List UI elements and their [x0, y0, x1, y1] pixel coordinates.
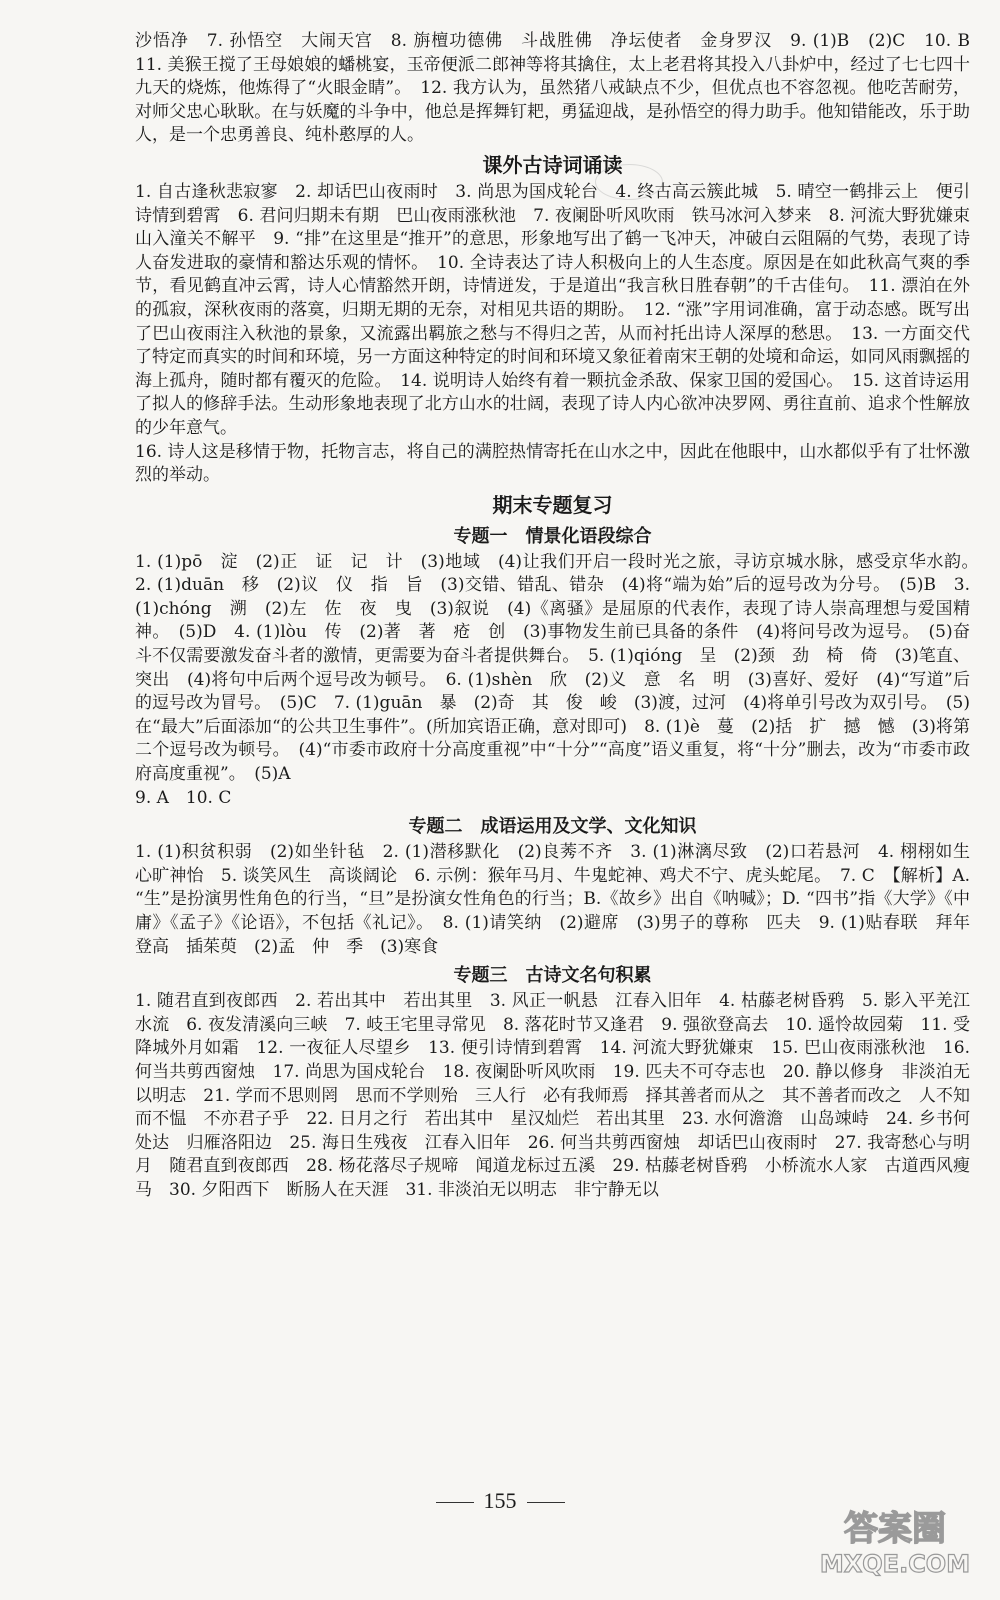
- answer-paragraph: 1. 自古逢秋悲寂寥 2. 却话巴山夜雨时 3. 尚思为国戍轮台 4. 终古高云簇此城 5. 晴空一鹤排云上 便引诗情到碧霄 6. 君问归期未有期 巴山夜雨涨秋池 7. 夜阑卧听风吹雨 铁马冰河入梦来 8. 河流大野犹嫌束 山入潼关不解平 9. “排”在这里是“推开”的意思，形象地写出了鹤一飞冲天，冲破白云阻隔的气势，表现了诗人奋发进取的豪情和豁达乐观的情怀。 10. 全诗表达了诗人积极向上的人生态度。原因是在如此秋高气爽的季节，看见鹤直冲云霄，诗人心情豁然开朗，诗情迸发，于是道出“我言秋日胜春朝”的千古佳句。 11. 漂泊在外的孤寂，深秋夜雨的落寞，归期无期的无奈，对相见共语的期盼。 12. “涨”字用词准确，富于动态感。既写出了巴山夜雨注入秋池的景象，又流露出羁旅之愁与不得归之苦，从而衬托出诗人深厚的愁思。 13. 一方面交代了特定而真实的时间和环境，另一方面这种特定的时间和环境又象征着南宋王朝的处境和命运，如同风雨飘摇的海上孤舟，随时都有覆灭的危险。 14. 说明诗人始终有着一颗抗金杀敌、保家卫国的爱国心。 15. 这首诗运用了拟人的修辞手法。生动形象地表现了北方山水的壮阔，表现了诗人内心欲冲决罗网、勇往直前、追求个性解放的少年意气。: [135, 181, 987, 438]
- watermark-title: 答案圈: [844, 1509, 946, 1549]
- dash-right: [527, 1502, 565, 1503]
- answer-paragraph: 1. 随君直到夜郎西 2. 若出其中 若出其里 3. 风正一帆悬 江春入旧年 4. 枯藤老树昏鸦 5. 影入平羌江水流 6. 夜发清溪向三峡 7. 岐王宅里寻常见 8. 落花时节又逢君 9. 强欲登高去 10. 遥怜故园菊 11. 受降城外月如霜 12. 一夜征人尽望乡 13. 便引诗情到碧霄 14. 河流大野犹嫌束 15. 巴山夜雨涨秋池 16. 何当共剪西窗烛 17. 尚思为国戍轮台 18. 夜阑卧听风吹雨 19. 匹夫不可夺志也 20. 静以修身 非淡泊无以明志 21. 学而不思则罔 思而不学则殆 三人行 必有我师焉 择其善者而从之 其不善者而改之 人不知而不愠 不亦君子乎 22. 日月之行 若出其中 星汉灿烂 若出其里 23. 水何澹澹 山岛竦峙 24. 乡书何处达 归雁洛阳边 25. 海日生残夜 江春入旧年 26. 何当共剪西窗烛 却话巴山夜雨时 27. 我寄愁心与明月 随君直到夜郎西 28. 杨花落尽子规啼 闻道龙标过五溪 29. 枯藤老树昏鸦 小桥流水人家 古道西风瘦马 30. 夕阳西下 断肠人在天涯 31. 非淡泊无以明志 非宁静无以: [135, 991, 970, 1200]
- watermark-logo: [810, 1502, 980, 1582]
- section-heading: 课外古诗词诵读: [482, 152, 623, 177]
- answer-paragraph: 沙悟净 7. 孙悟空 大闹天宫 8. 旃檀功德佛 斗战胜佛 净坛使者 金身罗汉 9. (1)B (2)C 10. B 11. 美猴王搅了王母娘娘的蟠桃宴，玉帝便派二郎神等将其擒住，太上老君将其投入八卦炉中，经过了七七四十九天的烧炼，他炼得了“火眼金睛”。 12. 我方认为，虽然猪八戒缺点不少，但优点也不容忽视。他吃苦耐劳，对师父忠心耿耿。在与妖魔的斗争中，他总是挥舞钉耙，勇猛迎战，是孙悟空的得力助手。他知错能改，乐于助人，是一个忠勇善良、纯朴憨厚的人。: [135, 31, 987, 146]
- topic-heading: 专题一 情景化语段综合: [453, 525, 652, 547]
- answer-paragraph: 9. A 10. C: [135, 787, 232, 808]
- answer-page-body: [135, 30, 987, 1203]
- watermark-url: MXQE.COM: [819, 1550, 971, 1578]
- section-heading: 期末专题复习: [492, 492, 613, 517]
- answer-paragraph: 1. (1)积贫积弱 (2)如坐针毡 2. (1)潜移默化 (2)良莠不齐 3. (1)淋漓尽致 (2)口若悬河 4. 栩栩如生 心旷神怡 5. 谈笑风生 高谈阔论 6. 示例：猴年马月、牛鬼蛇神、鸡犬不宁、虎头蛇尾。 7. C 【解析】A. “生”是扮演男性角色的行当，“旦”是扮演女性角色的行当；B.《故乡》出自《呐喊》；D. “四书”指《大学》《中庸》《孟子》《论语》，不包括《礼记》。 8. (1)请笑纳 (2)避席 (3)男子的尊称 匹夫 9. (1)贴春联 拜年 登高 插茱萸 (2)孟 仲 季 (3)寒食: [135, 842, 987, 957]
- answer-paragraph: 1. (1)pō 淀 (2)正 证 记 计 (3)地域 (4)让我们开启一段时光之旅，寻访京城水脉，感受京华水韵。 2. (1)duān 移 (2)议 仪 指 旨 (3)交错、错乱、错杂 (4)将“端为始”后的逗号改为分号。 (5)B 3. (1)chóng 溯 (2)左 佐 夜 曳 (3)叙说 (4)《离骚》是屈原的代表作，表现了诗人崇高理想与爱国精神。 (5)D 4. (1)lòu 传 (2)著 著 疮 创 (3)事物发生前已具备的条件 (4)将问号改为逗号。 (5)奋斗不仅需要激发奋斗者的激情，更需要为奋斗者提供舞台。 5. (1)qióng 呈 (2)颈 劲 椅 倚 (3)笔直、突出 (4)将句中后两个逗号改为顿号。 6. (1)shèn 欣 (2)义 意 名 明 (3)喜好、爱好 (4)“写道”后的逗号改为冒号。 (5)C 7. (1)guān 暴 (2)奇 其 俊 峻 (3)渡，过河 (4)将单引号改为双引号。 (5)在“最大”后面添加“的公共卫生事件”。(所加宾语正确，意对即可) 8. (1)è 蔓 (2)括 扩 撼 憾 (3)将第二个逗号改为顿号。 (4)“市委市政府十分高度重视”中“十分”“高度”语义重复，将“十分”删去，改为“市委市政府高度重视”。 (5)A: [135, 551, 987, 785]
- dash-left: [436, 1502, 474, 1503]
- page-number-text: 155: [483, 1488, 517, 1513]
- topic-heading: 专题三 古诗文名句积累: [453, 965, 652, 987]
- topic-heading: 专题二 成语运用及文学、文化知识: [408, 816, 697, 838]
- answer-paragraph: 16. 诗人这是移情于物，托物言志，将自己的满腔热情寄托在山水之中，因此在他眼中，山水都似乎有了壮怀激烈的举动。: [135, 441, 970, 486]
